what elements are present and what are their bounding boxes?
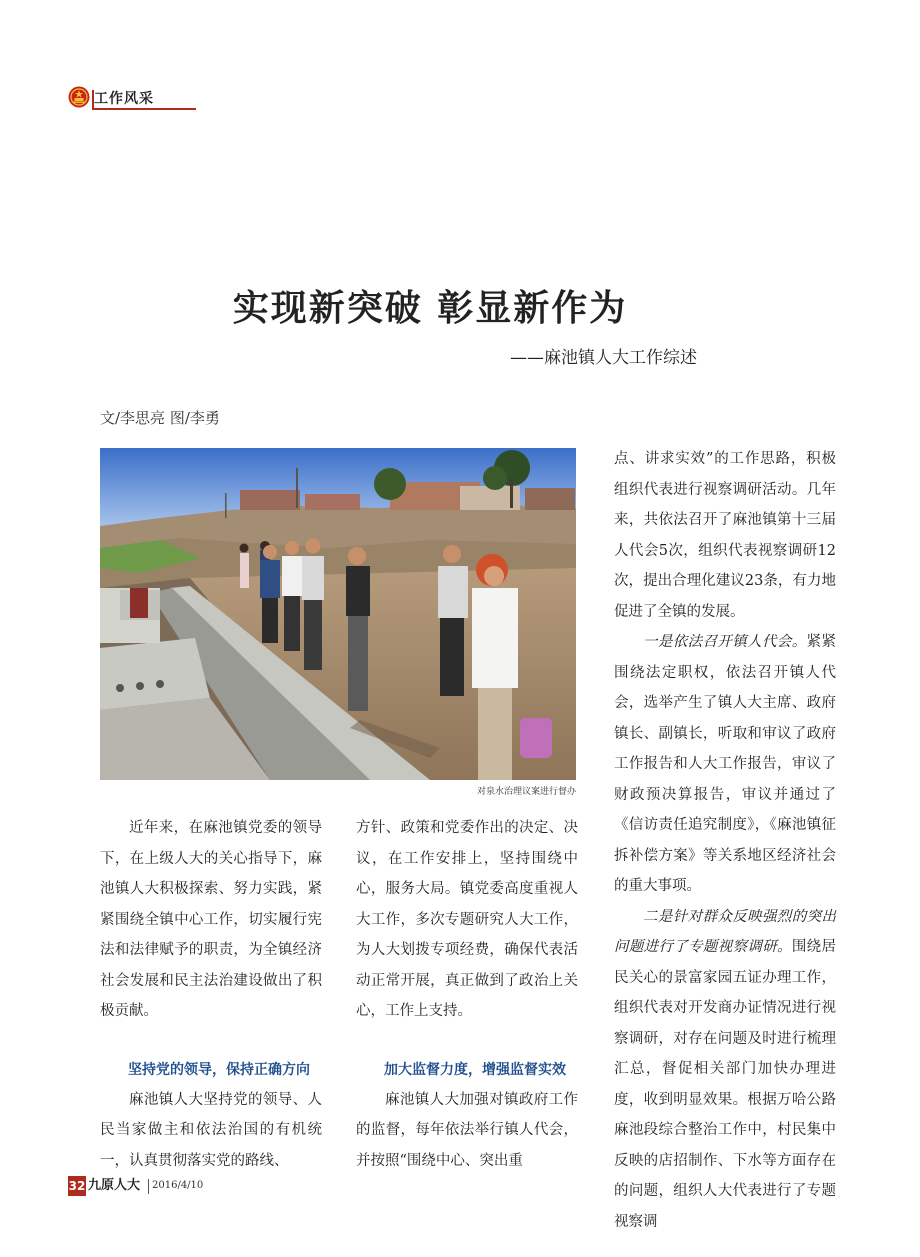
section-heading: 加大监督力度，增强监督实效	[384, 1061, 566, 1078]
article-photo	[100, 448, 576, 780]
paragraph-text: 围绕居民关心的景富家园五证办理工作，组织代表对开发商办证情况进行视察调研，对存在问题及时进行梳理汇总，督促相关部门加快办理进度，收到明显效果。根据万哈公路麻池段综合整治工作中，村民集中反映的店招制作、下水等方面存在的问题，组织人大代表进行了专题视察调	[614, 939, 837, 1230]
paragraph: 近年来，在麻池镇党委的领导下，在上级人大的关心指导下，麻池镇人大积极探索、努力实践，紧紧围绕全镇中心工作，切实履行宪法和法律赋予的职责，为全镇经济社会发展和民主法治建设做出了积极贡献。	[100, 820, 322, 1019]
paragraph	[614, 627, 836, 902]
paragraph	[614, 902, 836, 1238]
footer-divider	[148, 1179, 149, 1194]
page-footer	[68, 1176, 268, 1200]
byline: 文/李思亮 图/李勇	[100, 409, 220, 427]
article-title: 实现新突破 彰显新作为	[232, 288, 628, 329]
text-column-3	[614, 444, 836, 1237]
section-tag: 工作风采	[94, 91, 154, 107]
page-number: 32	[68, 1176, 86, 1196]
text-column-1	[100, 813, 322, 1176]
paragraph-text: 紧紧围绕法定职权，依法召开镇人代会，选举产生了镇人大主席、政府镇长、副镇长，听取和审议了政府工作报告和人大工作报告，审议了财政预决算报告，审议并通过了《信访责任追究制度》，《麻池镇征拆补偿方案》等关系地区经济社会的重大事项。	[614, 634, 836, 894]
issue-date: 2016/4/10	[152, 1180, 204, 1191]
section-rule	[92, 108, 196, 110]
paragraph: 方针、政策和党委作出的决定、决议，在工作安排上，坚持围绕中心，服务大局。镇党委高度重视人大工作，多次专题研究人大工作，为人大划拨专项经费，确保代表活动正常开展，真正做到了政治上关心，工作上支持。	[356, 820, 578, 1019]
article-subtitle: ——麻池镇人大工作综述	[510, 348, 697, 368]
paragraph: 麻池镇人大加强对镇政府工作的监督，每年依法举行镇人代会，并按照“围绕中心、突出重	[356, 1091, 578, 1169]
text-column-2	[356, 813, 578, 1176]
section-header	[68, 86, 198, 112]
paragraph: 麻池镇人大坚持党的领导、人民当家做主和依法治国的有机统一，认真贯彻落实党的路线、	[100, 1091, 322, 1169]
paragraph: 点、讲求实效”的工作思路，积极组织代表进行视察调研活动。几年来，共依法召开了麻池镇第十三届人代会5次，组织代表视察调研12次，提出合理化建议23条，有力地促进了全镇的发展。	[614, 451, 836, 620]
lead-phrase: 一是依法召开镇人代会。	[643, 634, 807, 650]
construction-site-photo	[100, 448, 576, 780]
section-heading: 坚持党的领导，保持正确方向	[128, 1061, 310, 1078]
magazine-name: 九原人大	[88, 1178, 141, 1193]
photo-caption: 对泉水治理议案进行督办	[476, 787, 576, 797]
lead-phrase: 二是针对群众反映强烈的突出问题进行了专题视察调研。	[614, 908, 836, 955]
national-emblem-icon	[68, 86, 90, 108]
